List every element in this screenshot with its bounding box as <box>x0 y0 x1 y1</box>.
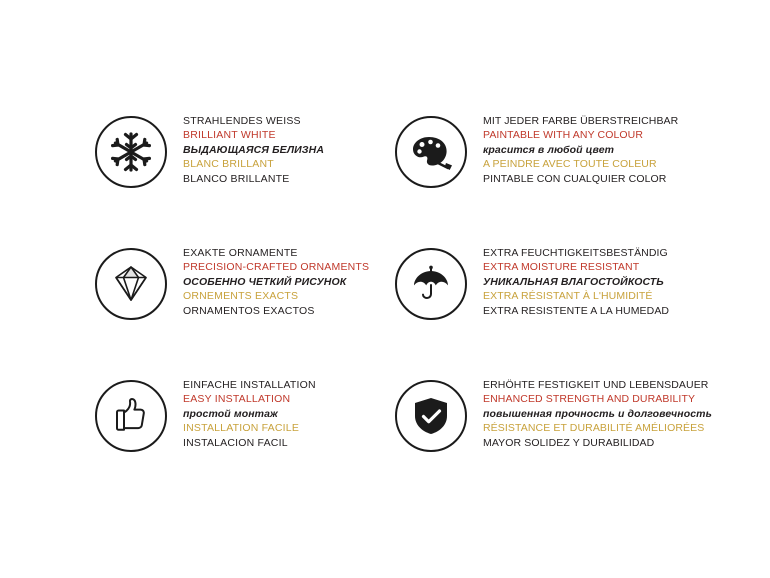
label-es: INSTALACION FACIL <box>183 436 288 449</box>
shield-check-badge <box>395 380 467 452</box>
shield-check-icon <box>411 395 451 437</box>
label-de: EXAKTE ORNAMENTE <box>183 247 298 259</box>
feature-item <box>395 374 712 482</box>
label-en: PAINTABLE WITH ANY COLOUR <box>483 129 644 142</box>
thumbs-up-badge <box>95 380 167 452</box>
label-ru: ВЫДАЮЩАЯСЯ БЕЛИЗНА <box>183 143 325 156</box>
label-fr: INSTALLATION FACILE <box>183 422 300 435</box>
label-es: BLANCO BRILLANTE <box>183 172 290 185</box>
feature-grid <box>95 110 712 482</box>
feature-labels <box>167 110 365 186</box>
label-es: ORNAMENTOS EXACTOS <box>183 304 315 317</box>
thumbs-up-icon <box>111 395 151 437</box>
label-fr: EXTRA RÉSISTANT À L'HUMIDITÉ <box>483 290 653 303</box>
label-fr: RÉSISTANCE ET DURABILITÉ AMÉLIORÉES <box>483 422 705 435</box>
label-ru: повышенная прочность и долговечность <box>483 407 712 420</box>
label-ru: УНИКАЛЬНАЯ ВЛАГОСТОЙКОСТЬ <box>483 275 664 288</box>
paint-palette-icon <box>409 132 453 172</box>
feature-labels <box>467 110 678 186</box>
umbrella-badge <box>395 248 467 320</box>
label-de: ERHÖHTE FESTIGKEIT UND LEBENSDAUER <box>483 379 709 391</box>
feature-item <box>95 110 365 218</box>
label-fr: ORNEMENTS EXACTS <box>183 290 299 303</box>
label-es: MAYOR SOLIDEZ Y DURABILIDAD <box>483 436 655 449</box>
feature-item <box>95 242 370 350</box>
snowflake-badge <box>95 116 167 188</box>
feature-item <box>95 374 365 482</box>
label-de: MIT JEDER FARBE ÜBERSTREICHBAR <box>483 115 679 127</box>
feature-labels <box>467 374 712 450</box>
label-en: EASY INSTALLATION <box>183 393 291 406</box>
diamond-icon <box>110 263 152 305</box>
label-de: STRAHLENDES WEISS <box>183 115 301 127</box>
snowflake-icon <box>109 130 153 174</box>
label-de: EXTRA FEUCHTIGKEITSBESTÄNDIG <box>483 247 668 259</box>
label-fr: BLANC BRILLANT <box>183 158 274 171</box>
label-de: EINFACHE INSTALLATION <box>183 379 316 391</box>
paint-palette-badge <box>395 116 467 188</box>
label-es: EXTRA RESISTENTE A LA HUMEDAD <box>483 304 670 317</box>
label-en: ENHANCED STRENGTH AND DURABILITY <box>483 393 696 406</box>
label-ru: простой монтаж <box>183 407 278 420</box>
label-en: PRECISION-CRAFTED ORNAMENTS <box>183 261 370 274</box>
label-en: BRILLIANT WHITE <box>183 129 276 142</box>
label-es: PINTABLE CON CUALQUIER COLOR <box>483 172 667 185</box>
label-fr: A PEINDRE AVEC TOUTE COLEUR <box>483 158 657 171</box>
label-ru: красится в любой цвет <box>483 143 615 156</box>
feature-labels <box>167 242 369 318</box>
umbrella-icon <box>410 263 452 305</box>
label-en: EXTRA MOISTURE RESISTANT <box>483 261 640 274</box>
diamond-badge <box>95 248 167 320</box>
feature-item <box>395 242 670 350</box>
feature-labels <box>467 242 669 318</box>
feature-item <box>395 110 679 218</box>
feature-labels <box>167 374 365 450</box>
label-ru: ОСОБЕННО ЧЕТКИЙ РИСУНОК <box>183 275 347 288</box>
